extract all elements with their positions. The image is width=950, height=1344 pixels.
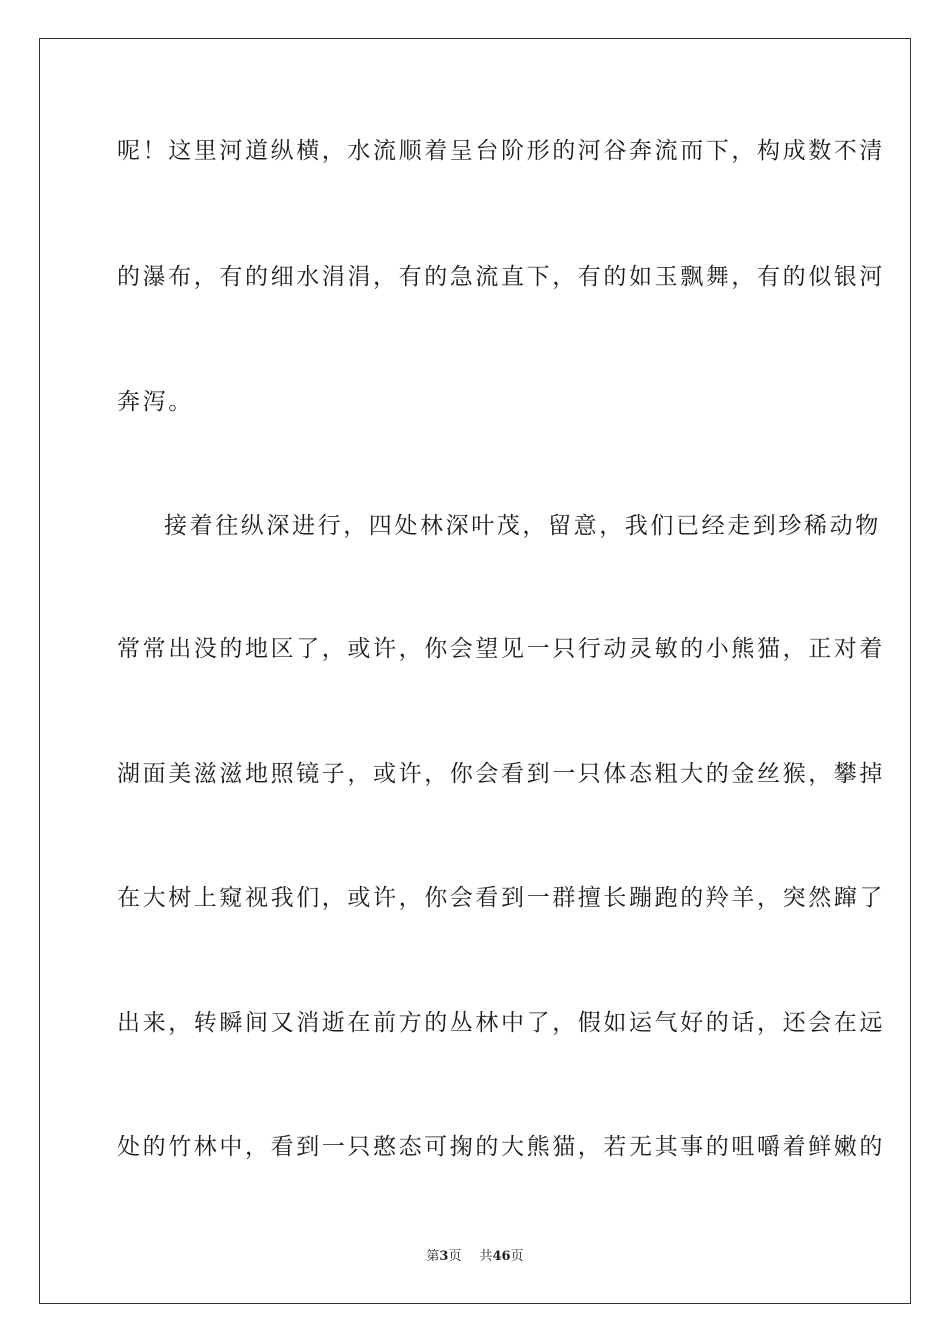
text-line: 湖面美滋滋地照镜子，或许，你会看到一只体态粗大的金丝猴，攀掉	[117, 761, 885, 787]
text-line: 呢！这里河道纵横，水流顺着呈台阶形的河谷奔流而下，构成数不清	[117, 138, 885, 164]
text-line: 常常出没的地区了，或许，你会望见一只行动灵敏的小熊猫，正对着	[117, 636, 885, 662]
text-line: 接着往纵深进行，四处林深叶茂，留意，我们已经走到珍稀动物	[164, 513, 881, 539]
total-prefix: 共	[479, 1249, 493, 1264]
total-pages: 46	[492, 1249, 511, 1264]
page-number: 3	[439, 1249, 449, 1264]
text-line: 在大树上窥视我们，或许，你会看到一群擅长蹦跑的羚羊，突然蹿了	[117, 885, 885, 911]
page-footer	[0, 1248, 950, 1266]
text-line: 奔泻。	[117, 389, 194, 415]
text-line: 的瀑布，有的细水涓涓，有的急流直下，有的如玉飘舞，有的似银河	[117, 264, 885, 290]
page-suffix: 页	[448, 1249, 462, 1264]
text-line: 出来，转瞬间又消逝在前方的丛林中了，假如运气好的话，还会在远	[117, 1010, 885, 1036]
page-border	[39, 38, 911, 1304]
text-line: 处的竹林中，看到一只憨态可掬的大熊猫，若无其事的咀嚼着鲜嫩的	[117, 1134, 885, 1160]
total-suffix: 页	[510, 1249, 524, 1264]
page-prefix: 第	[426, 1249, 440, 1264]
